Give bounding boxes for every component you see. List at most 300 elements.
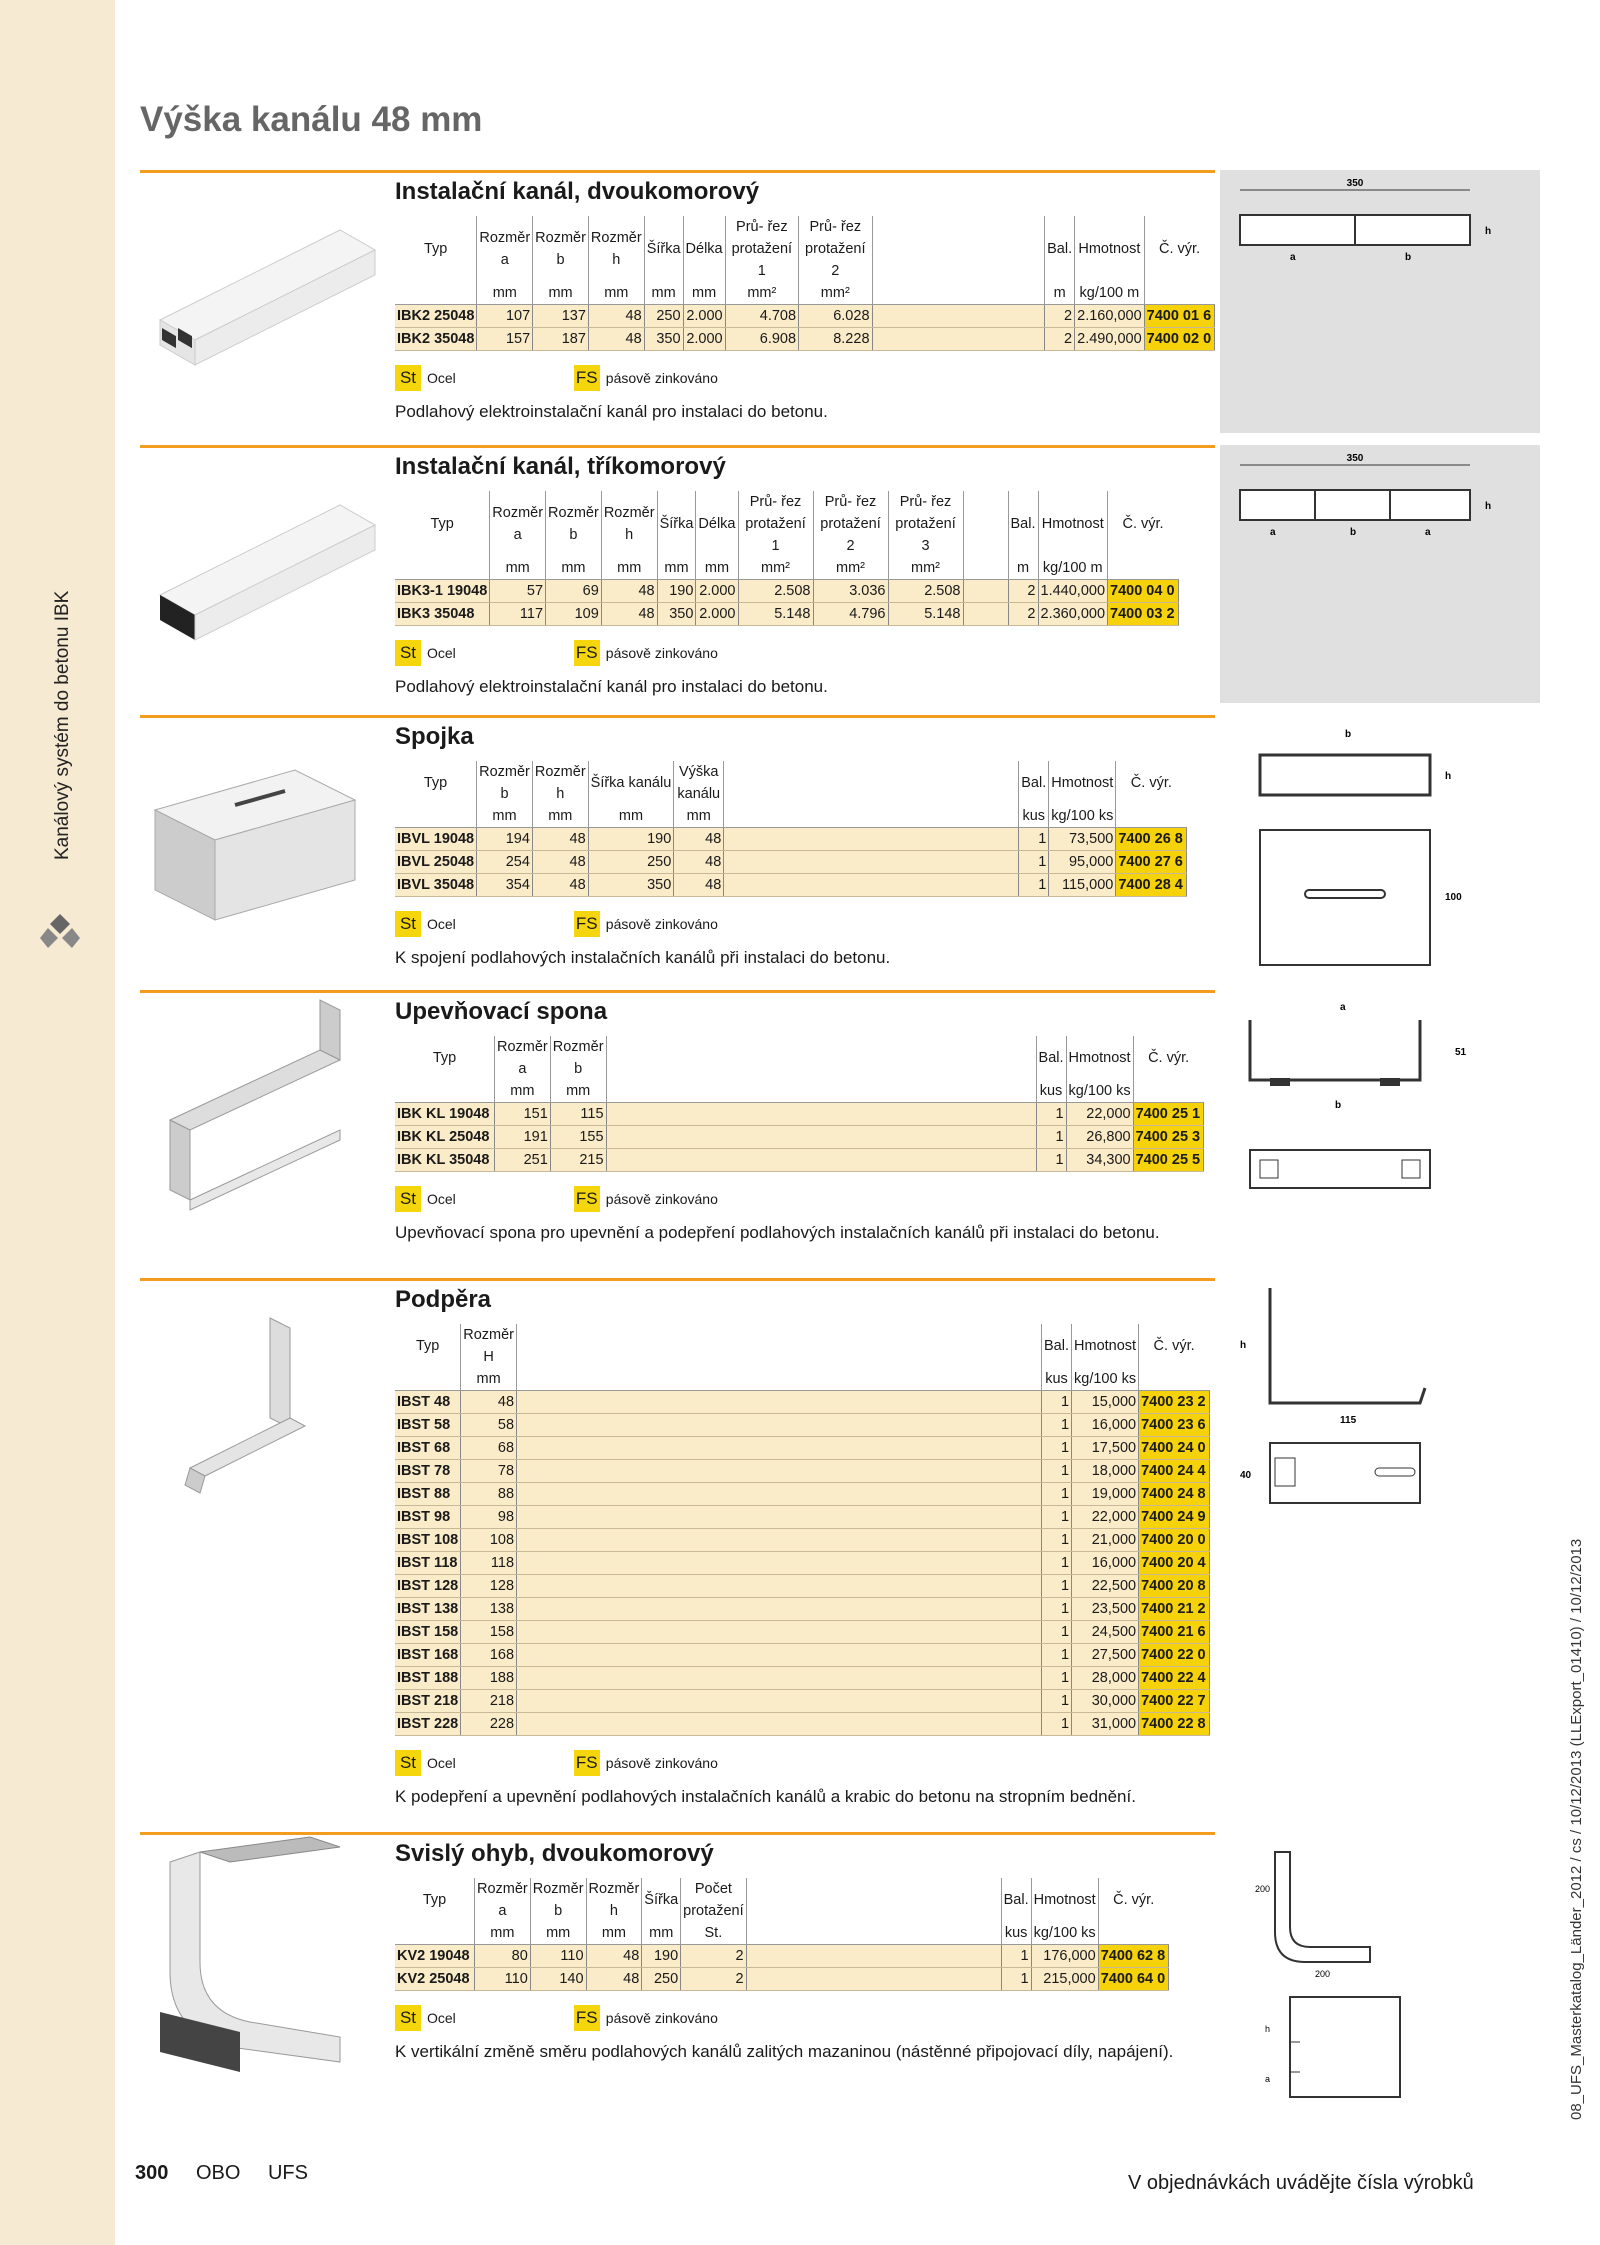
dim-label: h bbox=[1445, 771, 1452, 782]
product-image-support bbox=[140, 1278, 380, 1538]
th: Bal. bbox=[1045, 216, 1075, 282]
table-row bbox=[395, 1529, 1209, 1552]
drawing-svg bbox=[1220, 170, 1540, 270]
th-unit: mm bbox=[475, 1922, 531, 1945]
cell-type: IBVL 25048 bbox=[395, 851, 477, 874]
cell: 1 bbox=[1042, 1460, 1072, 1483]
th-unit: mm bbox=[530, 1922, 586, 1945]
th-unit: mm bbox=[532, 805, 588, 828]
cell: 350 bbox=[644, 328, 683, 351]
cell: 2.508 bbox=[738, 580, 813, 603]
cell: 117 bbox=[490, 603, 546, 626]
cell: 17,500 bbox=[1072, 1437, 1139, 1460]
cell: 190 bbox=[588, 828, 674, 851]
cell: 188 bbox=[461, 1667, 517, 1690]
material-tag-st: St bbox=[395, 640, 421, 666]
cell: 48 bbox=[674, 851, 724, 874]
cell-type: IBST 158 bbox=[395, 1621, 461, 1644]
th: Bal. bbox=[1019, 761, 1049, 805]
th: Typ bbox=[395, 1324, 461, 1368]
table-row bbox=[395, 1460, 1209, 1483]
cell: 1 bbox=[1019, 828, 1049, 851]
th: Rozměr h bbox=[586, 1878, 642, 1922]
material-label: Ocel bbox=[427, 1191, 456, 1207]
th-unit: mm bbox=[495, 1080, 551, 1103]
material-label: Ocel bbox=[427, 645, 456, 661]
th-unit: mm bbox=[588, 282, 644, 305]
table-row bbox=[395, 851, 1186, 874]
side-code-text: 08_UFS_Masterkatalog_Länder_2012 / cs / 10/12/2013 (LLExport_01410) / 10/12/2013 bbox=[1568, 1538, 1585, 2120]
technical-drawing bbox=[1220, 715, 1540, 978]
section-content bbox=[395, 1832, 1215, 2063]
cell: 57 bbox=[490, 580, 546, 603]
cell: 48 bbox=[586, 1945, 642, 1968]
table-row bbox=[395, 1667, 1209, 1690]
section-content bbox=[395, 1278, 1215, 1808]
th-unit: mm bbox=[546, 557, 602, 580]
th-unit: mm² bbox=[738, 557, 813, 580]
cell: 2.000 bbox=[696, 603, 738, 626]
cell-order-no: 7400 25 1 bbox=[1133, 1103, 1204, 1126]
dim-label: b bbox=[1345, 729, 1352, 740]
table-row bbox=[395, 1126, 1204, 1149]
dim-label: a bbox=[1270, 527, 1276, 538]
cell: 158 bbox=[461, 1621, 517, 1644]
dim-label: h bbox=[1485, 226, 1492, 237]
cell-order-no: 7400 24 4 bbox=[1139, 1460, 1210, 1483]
th: Hmotnost bbox=[1075, 216, 1145, 282]
cell: 109 bbox=[546, 603, 602, 626]
cell-order-no: 7400 23 2 bbox=[1139, 1391, 1210, 1414]
table-row bbox=[395, 1690, 1209, 1713]
footer-division: UFS bbox=[267, 2162, 308, 2184]
th: Č. výr. bbox=[1122, 516, 1164, 532]
th: Rozměr b bbox=[533, 216, 589, 282]
material-tag-fs: FS bbox=[574, 1186, 600, 1212]
th-unit: mm bbox=[644, 282, 683, 305]
dim-label: 200 bbox=[1315, 1969, 1331, 1979]
cell: 5.148 bbox=[888, 603, 963, 626]
material-line bbox=[395, 911, 1215, 937]
obo-logo-icon bbox=[40, 912, 80, 952]
cell: 1 bbox=[1042, 1483, 1072, 1506]
section-spojka bbox=[140, 715, 1540, 985]
th: Rozměr a bbox=[495, 1036, 551, 1080]
dim-label: 350 bbox=[1346, 453, 1364, 464]
dim-label: a bbox=[1340, 1002, 1346, 1013]
section-ibk3 bbox=[140, 445, 1540, 710]
table-row bbox=[395, 1945, 1169, 1968]
cell: 26,800 bbox=[1066, 1126, 1133, 1149]
material-label: Ocel bbox=[427, 2010, 456, 2026]
cell: 2.000 bbox=[696, 580, 738, 603]
cell: 69 bbox=[546, 580, 602, 603]
table-row bbox=[395, 305, 1215, 328]
cell: 58 bbox=[461, 1414, 517, 1437]
footer-left bbox=[135, 2162, 308, 2185]
material-label: pásově zinkováno bbox=[605, 1191, 718, 1207]
cell: 107 bbox=[477, 305, 533, 328]
table-row bbox=[395, 874, 1186, 897]
product-table bbox=[395, 1324, 1210, 1736]
material-line bbox=[395, 2005, 1215, 2031]
cell: 194 bbox=[477, 828, 533, 851]
page-number: 300 bbox=[135, 2162, 169, 2184]
cell-order-no: 7400 26 8 bbox=[1116, 828, 1187, 851]
cell: 16,000 bbox=[1072, 1552, 1139, 1575]
cell: 1 bbox=[1019, 874, 1049, 897]
dim-label: h bbox=[1485, 501, 1492, 512]
th-unit: kg/100 m bbox=[1038, 557, 1108, 580]
cell: 1 bbox=[1036, 1149, 1066, 1172]
th: Rozměr b bbox=[530, 1878, 586, 1922]
cell-order-no: 7400 02 0 bbox=[1144, 328, 1214, 351]
th-unit: kg/100 m bbox=[1075, 282, 1145, 305]
th: Prů- řez protažení 2 bbox=[799, 216, 872, 282]
cell-type: IBK3 35048 bbox=[395, 603, 490, 626]
cell: 138 bbox=[461, 1598, 517, 1621]
th-unit: mm bbox=[588, 805, 674, 828]
cell: 350 bbox=[588, 874, 674, 897]
technical-drawing bbox=[1220, 1278, 1540, 1518]
th: Prů- řez protažení 2 bbox=[813, 491, 888, 557]
cell: 15,000 bbox=[1072, 1391, 1139, 1414]
cell: 48 bbox=[588, 305, 644, 328]
cell-order-no: 7400 20 0 bbox=[1139, 1529, 1210, 1552]
cell-type: IBST 108 bbox=[395, 1529, 461, 1552]
product-image-clip bbox=[140, 990, 380, 1250]
product-table bbox=[395, 491, 1179, 626]
th: Výška kanálu bbox=[674, 761, 724, 805]
th-unit: mm² bbox=[725, 282, 798, 305]
cell: 31,000 bbox=[1072, 1713, 1139, 1736]
th-unit: kus bbox=[1036, 1080, 1066, 1103]
cell: 68 bbox=[461, 1437, 517, 1460]
cell: 48 bbox=[601, 603, 657, 626]
cell: 2 bbox=[1008, 603, 1038, 626]
cell: 34,300 bbox=[1066, 1149, 1133, 1172]
th: Délka bbox=[683, 216, 725, 282]
material-line bbox=[395, 1750, 1215, 1776]
cell: 48 bbox=[674, 828, 724, 851]
material-tag-st: St bbox=[395, 2005, 421, 2031]
th-unit: mm bbox=[586, 1922, 642, 1945]
cell-order-no: 7400 22 8 bbox=[1139, 1713, 1210, 1736]
cell-order-no: 7400 20 8 bbox=[1139, 1575, 1210, 1598]
cell: 1 bbox=[1036, 1126, 1066, 1149]
th: Bal. bbox=[1008, 491, 1038, 557]
section-description: K vertikální změně směru podlahových kanálů zalitých mazaninou (nástěnné připojovací díly, napájení). bbox=[395, 2042, 1174, 2061]
th: Č. výr. bbox=[1130, 775, 1172, 791]
table-row bbox=[395, 1103, 1204, 1126]
cell-type: IBST 128 bbox=[395, 1575, 461, 1598]
cell-order-no: 7400 22 0 bbox=[1139, 1644, 1210, 1667]
drawing-svg bbox=[1220, 1278, 1540, 1518]
section-description: K spojení podlahových instalačních kanálů při instalaci do betonu. bbox=[395, 948, 891, 967]
cell: 80 bbox=[475, 1945, 531, 1968]
cell: 1.440,000 bbox=[1038, 580, 1108, 603]
cell: 1 bbox=[1042, 1713, 1072, 1736]
section-podpera bbox=[140, 1278, 1540, 1828]
cell: 168 bbox=[461, 1644, 517, 1667]
footer-brand: OBO bbox=[195, 2162, 241, 2184]
table-row bbox=[395, 1968, 1169, 1991]
cell: 228 bbox=[461, 1713, 517, 1736]
table-row bbox=[395, 1621, 1209, 1644]
cell: 95,000 bbox=[1049, 851, 1116, 874]
section-content bbox=[395, 445, 1215, 698]
cell: 157 bbox=[477, 328, 533, 351]
product-table bbox=[395, 761, 1187, 897]
th: Č. výr. bbox=[1113, 1892, 1155, 1908]
cell-order-no: 7400 21 6 bbox=[1139, 1621, 1210, 1644]
th-unit: mm bbox=[477, 805, 533, 828]
cell: 250 bbox=[588, 851, 674, 874]
cell: 2 bbox=[681, 1968, 746, 1991]
cell: 1 bbox=[1042, 1506, 1072, 1529]
section-title: Spojka bbox=[395, 723, 474, 750]
cell-type: IBST 228 bbox=[395, 1713, 461, 1736]
cell: 78 bbox=[461, 1460, 517, 1483]
section-content bbox=[395, 990, 1215, 1244]
cell-type: IBVL 35048 bbox=[395, 874, 477, 897]
th: Typ bbox=[395, 491, 490, 557]
cell: 350 bbox=[657, 603, 696, 626]
cell: 1 bbox=[1042, 1552, 1072, 1575]
th-unit: mm bbox=[601, 557, 657, 580]
section-title: Instalační kanál, tříkomorový bbox=[395, 453, 726, 480]
cell-type: IBST 88 bbox=[395, 1483, 461, 1506]
material-tag-fs: FS bbox=[574, 640, 600, 666]
dim-label: 200 bbox=[1255, 1884, 1271, 1894]
technical-drawing bbox=[1220, 170, 1540, 433]
th-unit: kus bbox=[1019, 805, 1049, 828]
th: Hmotnost bbox=[1038, 491, 1108, 557]
product-image-channel-3 bbox=[140, 445, 380, 695]
cell: 191 bbox=[495, 1126, 551, 1149]
cell-type: IBVL 19048 bbox=[395, 828, 477, 851]
cell-type: IBK KL 35048 bbox=[395, 1149, 495, 1172]
section-title: Instalační kanál, dvoukomorový bbox=[395, 178, 760, 205]
section-svisly-ohyb bbox=[140, 1832, 1540, 2132]
th: Počet protažení bbox=[681, 1878, 746, 1922]
cell: 2 bbox=[1045, 328, 1075, 351]
cell: 1 bbox=[1036, 1103, 1066, 1126]
table-row bbox=[395, 603, 1178, 626]
th: Rozměr b bbox=[550, 1036, 606, 1080]
table-row bbox=[395, 580, 1178, 603]
dim-label: b bbox=[1405, 252, 1412, 263]
cell: 137 bbox=[533, 305, 589, 328]
th: Rozměr a bbox=[477, 216, 533, 282]
section-title: Podpěra bbox=[395, 1286, 492, 1313]
dim-label: b bbox=[1350, 527, 1357, 538]
material-label: pásově zinkováno bbox=[605, 2010, 718, 2026]
dim-label: 100 bbox=[1445, 892, 1462, 903]
cell: 2.000 bbox=[683, 328, 725, 351]
section-title: Svislý ohyb, dvoukomorový bbox=[395, 1840, 714, 1867]
section-description: K podepření a upevnění podlahových instalačních kanálů a krabic do betonu na stropním bednění. bbox=[395, 1787, 1136, 1806]
th: Šířka kanálu bbox=[588, 761, 674, 805]
cell-order-no: 7400 64 0 bbox=[1098, 1968, 1169, 1991]
th: Rozměr H bbox=[461, 1324, 517, 1368]
th: Č. výr. bbox=[1153, 1338, 1195, 1354]
table-row bbox=[395, 1713, 1209, 1736]
material-label: pásově zinkováno bbox=[605, 645, 718, 661]
cell-order-no: 7400 23 6 bbox=[1139, 1414, 1210, 1437]
table-row bbox=[395, 1575, 1209, 1598]
th-unit: mm bbox=[657, 557, 696, 580]
dim-label: a bbox=[1425, 527, 1431, 538]
cell: 4.796 bbox=[813, 603, 888, 626]
cell: 48 bbox=[461, 1391, 517, 1414]
table-row bbox=[395, 1644, 1209, 1667]
section-content bbox=[395, 715, 1215, 969]
cell: 98 bbox=[461, 1506, 517, 1529]
th: Prů- řez protažení 3 bbox=[888, 491, 963, 557]
cell: 2.360,000 bbox=[1038, 603, 1108, 626]
th-unit: kg/100 ks bbox=[1031, 1922, 1098, 1945]
cell-order-no: 7400 25 3 bbox=[1133, 1126, 1204, 1149]
section-ibk2 bbox=[140, 170, 1540, 440]
th: Hmotnost bbox=[1031, 1878, 1098, 1922]
cell: 215,000 bbox=[1031, 1968, 1098, 1991]
cell: 110 bbox=[475, 1968, 531, 1991]
table-row bbox=[395, 828, 1186, 851]
cell: 250 bbox=[644, 305, 683, 328]
cell-order-no: 7400 03 2 bbox=[1108, 603, 1179, 626]
drawing-svg bbox=[1220, 445, 1540, 545]
cell-type: IBST 218 bbox=[395, 1690, 461, 1713]
cell-type: IBST 48 bbox=[395, 1391, 461, 1414]
cell: 1 bbox=[1019, 851, 1049, 874]
th-unit: mm bbox=[490, 557, 546, 580]
cell: 1 bbox=[1042, 1575, 1072, 1598]
th-unit: mm bbox=[696, 557, 738, 580]
dim-label: 115 bbox=[1340, 1415, 1357, 1426]
dim-label: b bbox=[1335, 1100, 1342, 1111]
cell: 1 bbox=[1042, 1414, 1072, 1437]
cell: 6.028 bbox=[799, 305, 872, 328]
cell-order-no: 7400 24 0 bbox=[1139, 1437, 1210, 1460]
cell-type: IBST 58 bbox=[395, 1414, 461, 1437]
th-unit: kus bbox=[1001, 1922, 1031, 1945]
th: Hmotnost bbox=[1066, 1036, 1133, 1080]
cell: 1 bbox=[1042, 1529, 1072, 1552]
footer-note: V objednávkách uvádějte čísla výrobků bbox=[1128, 2172, 1474, 2194]
th-unit: mm² bbox=[813, 557, 888, 580]
technical-drawing bbox=[1220, 445, 1540, 703]
product-image-coupler bbox=[140, 715, 380, 975]
cell: 48 bbox=[532, 828, 588, 851]
cell: 3.036 bbox=[813, 580, 888, 603]
dim-label: a bbox=[1290, 252, 1296, 263]
table-row bbox=[395, 1391, 1209, 1414]
cell: 2 bbox=[1045, 305, 1075, 328]
th-unit: mm² bbox=[888, 557, 963, 580]
left-margin-band bbox=[0, 0, 115, 2245]
cell: 254 bbox=[477, 851, 533, 874]
cell: 1 bbox=[1042, 1621, 1072, 1644]
cell: 108 bbox=[461, 1529, 517, 1552]
cell: 2 bbox=[1008, 580, 1038, 603]
cell: 1 bbox=[1042, 1667, 1072, 1690]
material-label: Ocel bbox=[427, 370, 456, 386]
cell-type: KV2 25048 bbox=[395, 1968, 475, 1991]
material-tag-st: St bbox=[395, 1750, 421, 1776]
section-spona bbox=[140, 990, 1540, 1275]
cell: 24,500 bbox=[1072, 1621, 1139, 1644]
cell: 115 bbox=[550, 1103, 606, 1126]
product-table bbox=[395, 1036, 1204, 1172]
technical-drawing bbox=[1220, 990, 1540, 1190]
cell-type: IBST 78 bbox=[395, 1460, 461, 1483]
cell: 1 bbox=[1001, 1945, 1031, 1968]
th-unit: m bbox=[1008, 557, 1038, 580]
th: Typ bbox=[395, 1036, 495, 1080]
th: Šířka bbox=[642, 1878, 681, 1922]
th: Typ bbox=[395, 1878, 475, 1922]
cell: 30,000 bbox=[1072, 1690, 1139, 1713]
section-description: Podlahový elektroinstalační kanál pro instalaci do betonu. bbox=[395, 402, 828, 421]
material-label: pásově zinkováno bbox=[605, 1755, 718, 1771]
th: Prů- řez protažení 1 bbox=[725, 216, 798, 282]
section-title: Upevňovací spona bbox=[395, 998, 608, 1025]
cell-order-no: 7400 24 8 bbox=[1139, 1483, 1210, 1506]
side-label-text: Kanálový systém do betonu IBK bbox=[52, 590, 73, 860]
th: Rozměr a bbox=[490, 491, 546, 557]
th: Bal. bbox=[1042, 1324, 1072, 1368]
cell: 16,000 bbox=[1072, 1414, 1139, 1437]
cell: 187 bbox=[533, 328, 589, 351]
th-unit: mm² bbox=[799, 282, 872, 305]
cell: 215 bbox=[550, 1149, 606, 1172]
th-unit: mm bbox=[477, 282, 533, 305]
dim-label: 51 bbox=[1455, 1047, 1467, 1058]
cell: 27,500 bbox=[1072, 1644, 1139, 1667]
cell: 128 bbox=[461, 1575, 517, 1598]
th: Hmotnost bbox=[1049, 761, 1116, 805]
cell-type: KV2 19048 bbox=[395, 1945, 475, 1968]
cell: 88 bbox=[461, 1483, 517, 1506]
drawing-svg bbox=[1220, 990, 1540, 1190]
section-description: Podlahový elektroinstalační kanál pro instalaci do betonu. bbox=[395, 677, 828, 696]
cell: 6.908 bbox=[725, 328, 798, 351]
th-unit: kus bbox=[1042, 1368, 1072, 1391]
cell: 23,500 bbox=[1072, 1598, 1139, 1621]
cell: 115,000 bbox=[1049, 874, 1116, 897]
cell: 28,000 bbox=[1072, 1667, 1139, 1690]
cell: 250 bbox=[642, 1968, 681, 1991]
th: Rozměr h bbox=[601, 491, 657, 557]
material-line bbox=[395, 365, 1215, 391]
cell-type: IBST 168 bbox=[395, 1644, 461, 1667]
drawing-svg bbox=[1220, 1832, 1540, 2132]
table-row bbox=[395, 1414, 1209, 1437]
material-line bbox=[395, 1186, 1215, 1212]
cell-type: IBST 98 bbox=[395, 1506, 461, 1529]
cell-type: IBK3-1 19048 bbox=[395, 580, 490, 603]
cell: 140 bbox=[530, 1968, 586, 1991]
dim-label: 350 bbox=[1346, 178, 1364, 189]
material-tag-fs: FS bbox=[574, 1750, 600, 1776]
cell: 2 bbox=[681, 1945, 746, 1968]
cell: 151 bbox=[495, 1103, 551, 1126]
cell-type: IBK2 35048 bbox=[395, 328, 477, 351]
th: Rozměr h bbox=[532, 761, 588, 805]
material-label: Ocel bbox=[427, 1755, 456, 1771]
th: Typ bbox=[395, 761, 477, 805]
